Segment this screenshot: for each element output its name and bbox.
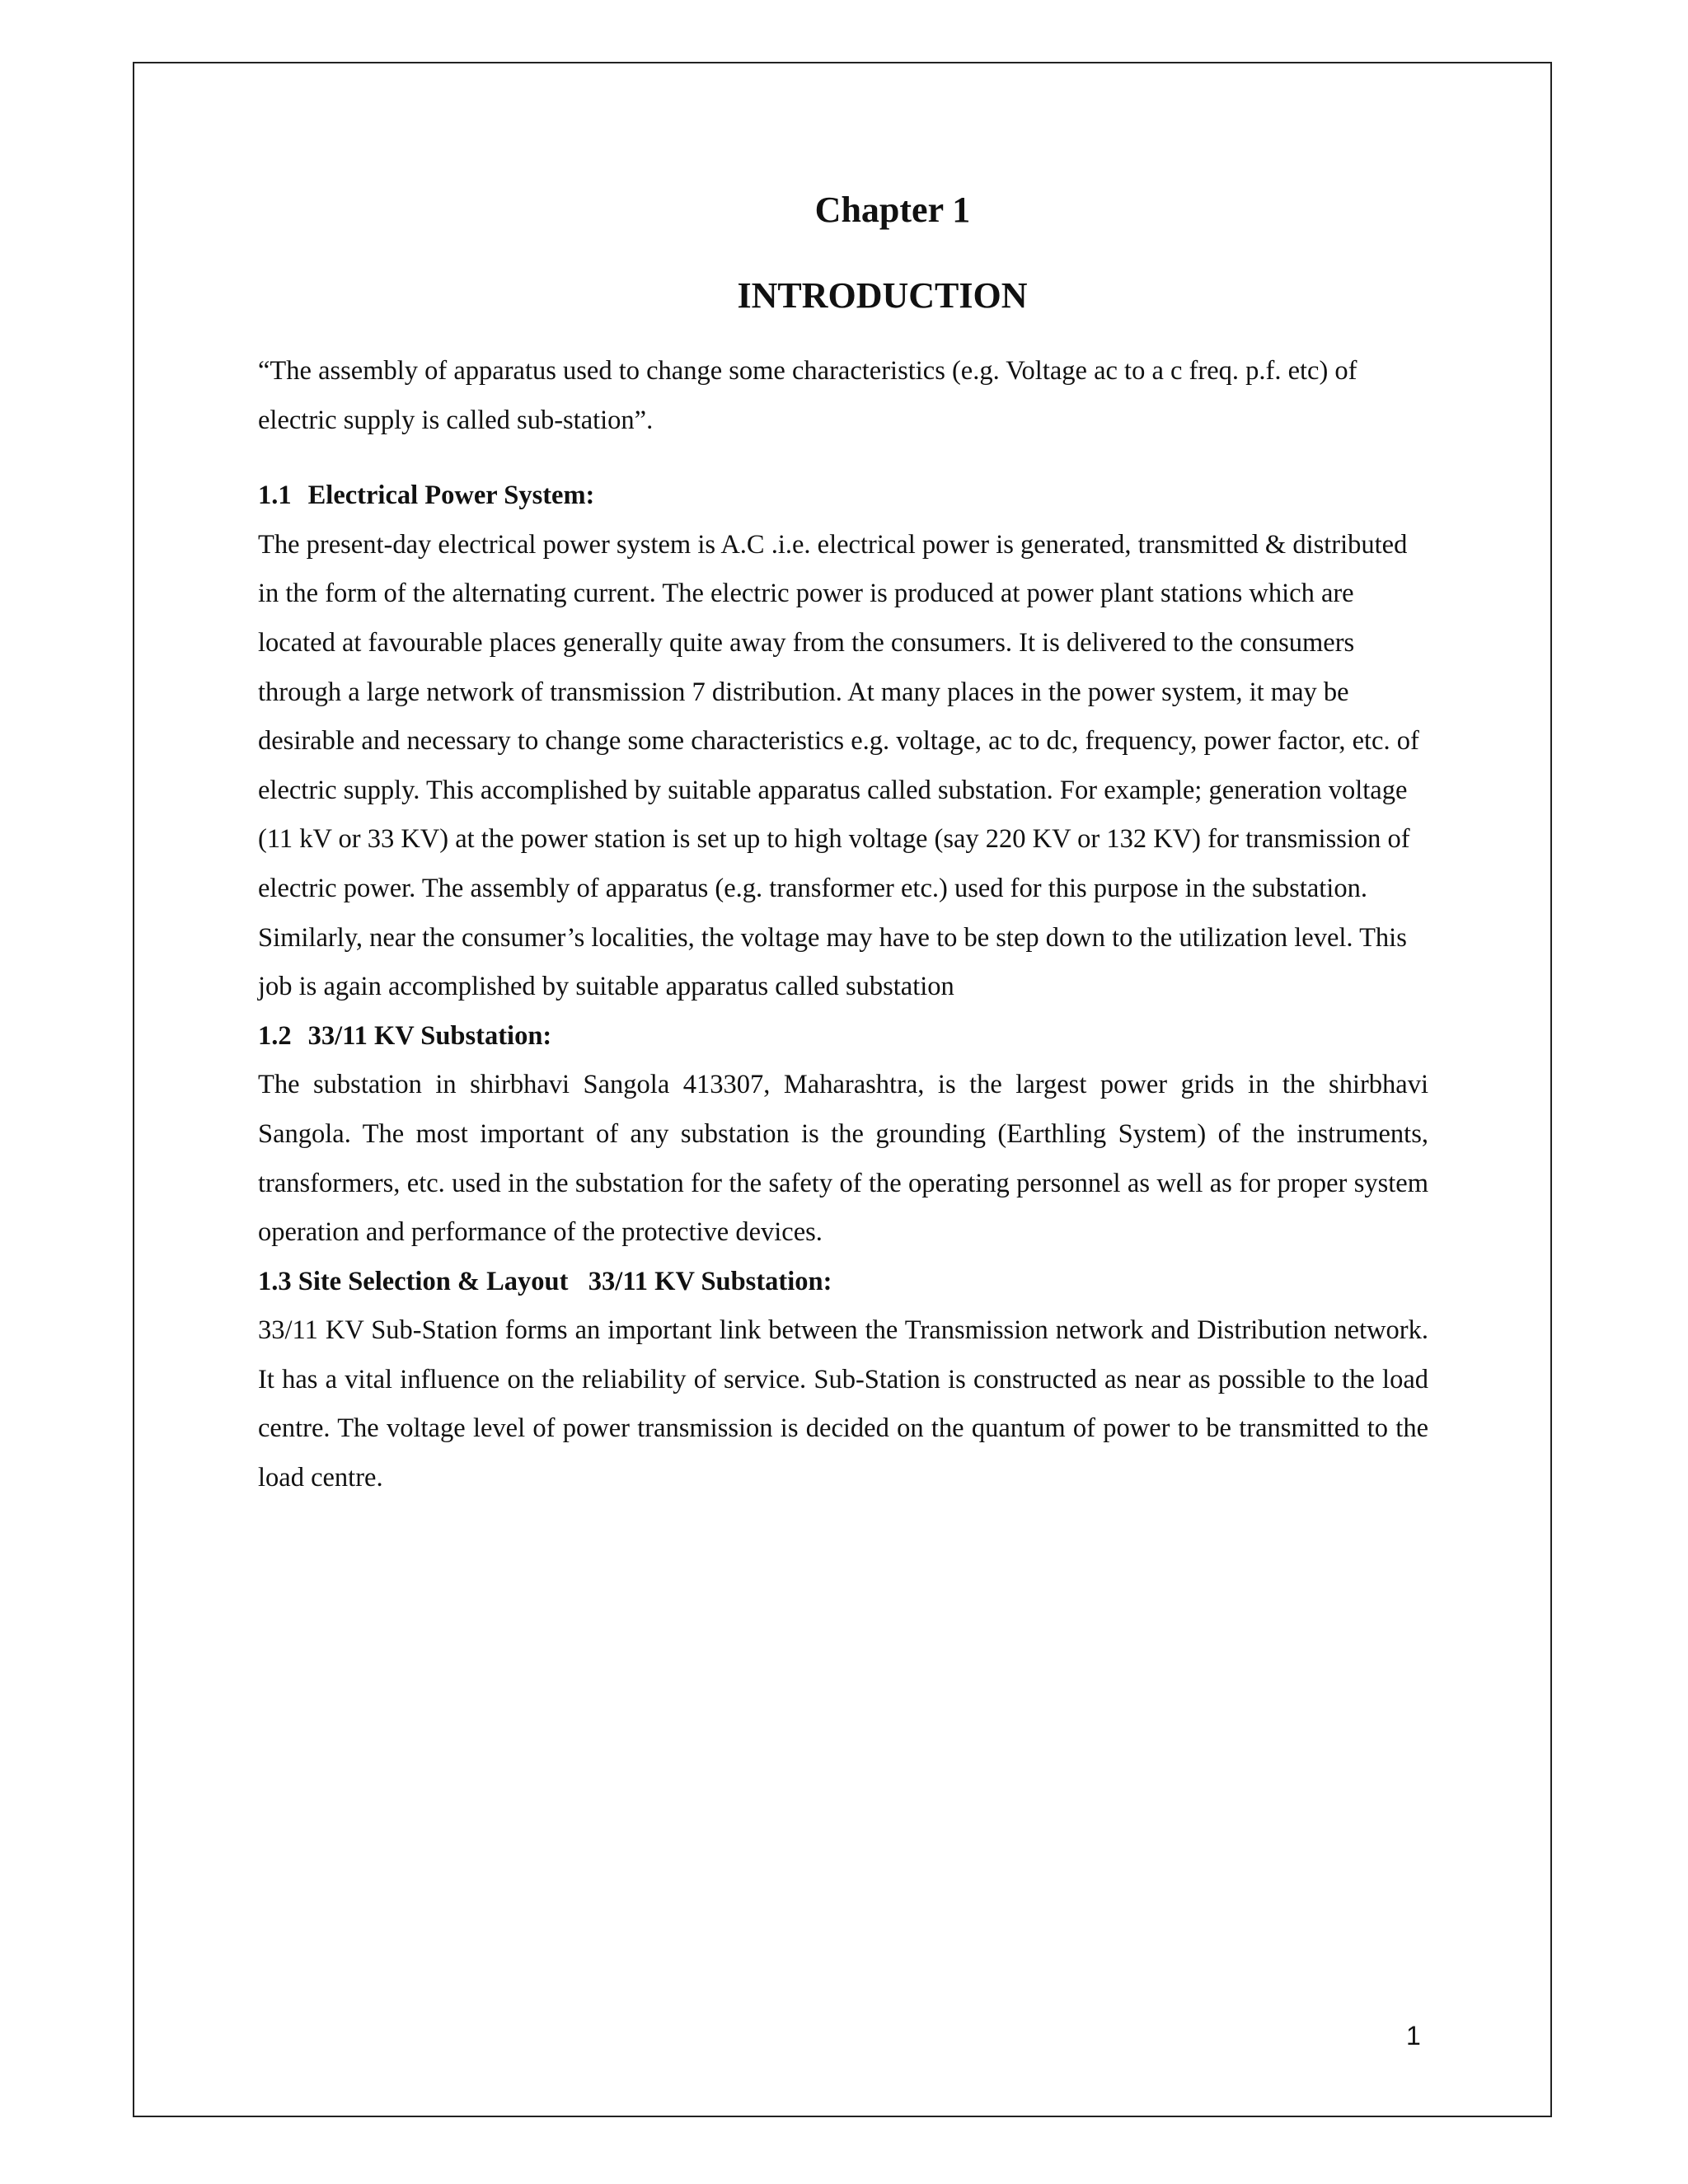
- section-heading-1-2: [258, 1012, 1428, 1062]
- section-number: 1.2: [258, 1020, 292, 1051]
- page-number: 1: [1406, 2021, 1421, 2050]
- section-number: 1.3: [258, 1266, 292, 1296]
- section-heading-1-1: [258, 471, 1428, 521]
- section-body-1-1: The present-day electrical power system is A.C .i.e. electrical power is generated, transmitted & distributed in the form of the alternating current. The electric power is produced at power plant stations which are located at favourable places generally quite away from the consumers. It is delivered to the consumers through a large network of transmission 7 distribution. At many places in the power system, it may be desirable and necessary to change some characteristics e.g. voltage, ac to dc, frequency, power factor, etc. of electric supply. This accomplished by suitable apparatus called substation. For example; generation voltage (11 kV or 33 KV) at the power station is set up to high voltage (say 220 KV or 132 KV) for transmission of electric power. The assembly of apparatus (e.g. transformer etc.) used for this purpose in the substation. Similarly, near the consumer’s localities, the voltage may have to be step down to the utilization level. This job is again accomplished by suitable apparatus called substation: [258, 529, 1419, 1002]
- section-heading-1-3: [258, 1258, 1428, 1307]
- definition-quote: “The assembly of apparatus used to change some characteristics (e.g. Voltage ac to a c freq. p.f. etc) of electric supply is called sub-station”.: [258, 356, 1357, 435]
- section-title: Site Selection & Layout 33/11 KV Substation:: [298, 1266, 832, 1296]
- section-title: 33/11 KV Substation:: [307, 1020, 552, 1051]
- page-content: [258, 185, 1428, 1503]
- chapter-title: INTRODUCTION: [737, 275, 1028, 316]
- section-number: 1.1: [258, 480, 292, 511]
- chapter-number: Chapter 1: [814, 190, 971, 230]
- section-title: Electrical Power System:: [307, 480, 595, 511]
- section-body-1-2: The substation in shirbhavi Sangola 413307, Maharashtra, is the largest power grids in the shirbhavi Sangola. The most important of any substation is the grounding (Earthling System) of the instruments, transformers, etc. used in the substation for the safety of the operating personnel as well as for proper system operation and performance of the protective devices.: [258, 1070, 1428, 1248]
- section-body-1-3: 33/11 KV Sub-Station forms an important link between the Transmission network and Distribution network. It has a vital influence on the reliability of service. Sub-Station is constructed as near as possible to the load centre. The voltage level of power transmission is decided on the quantum of power to be transmitted to the load centre.: [258, 1315, 1428, 1493]
